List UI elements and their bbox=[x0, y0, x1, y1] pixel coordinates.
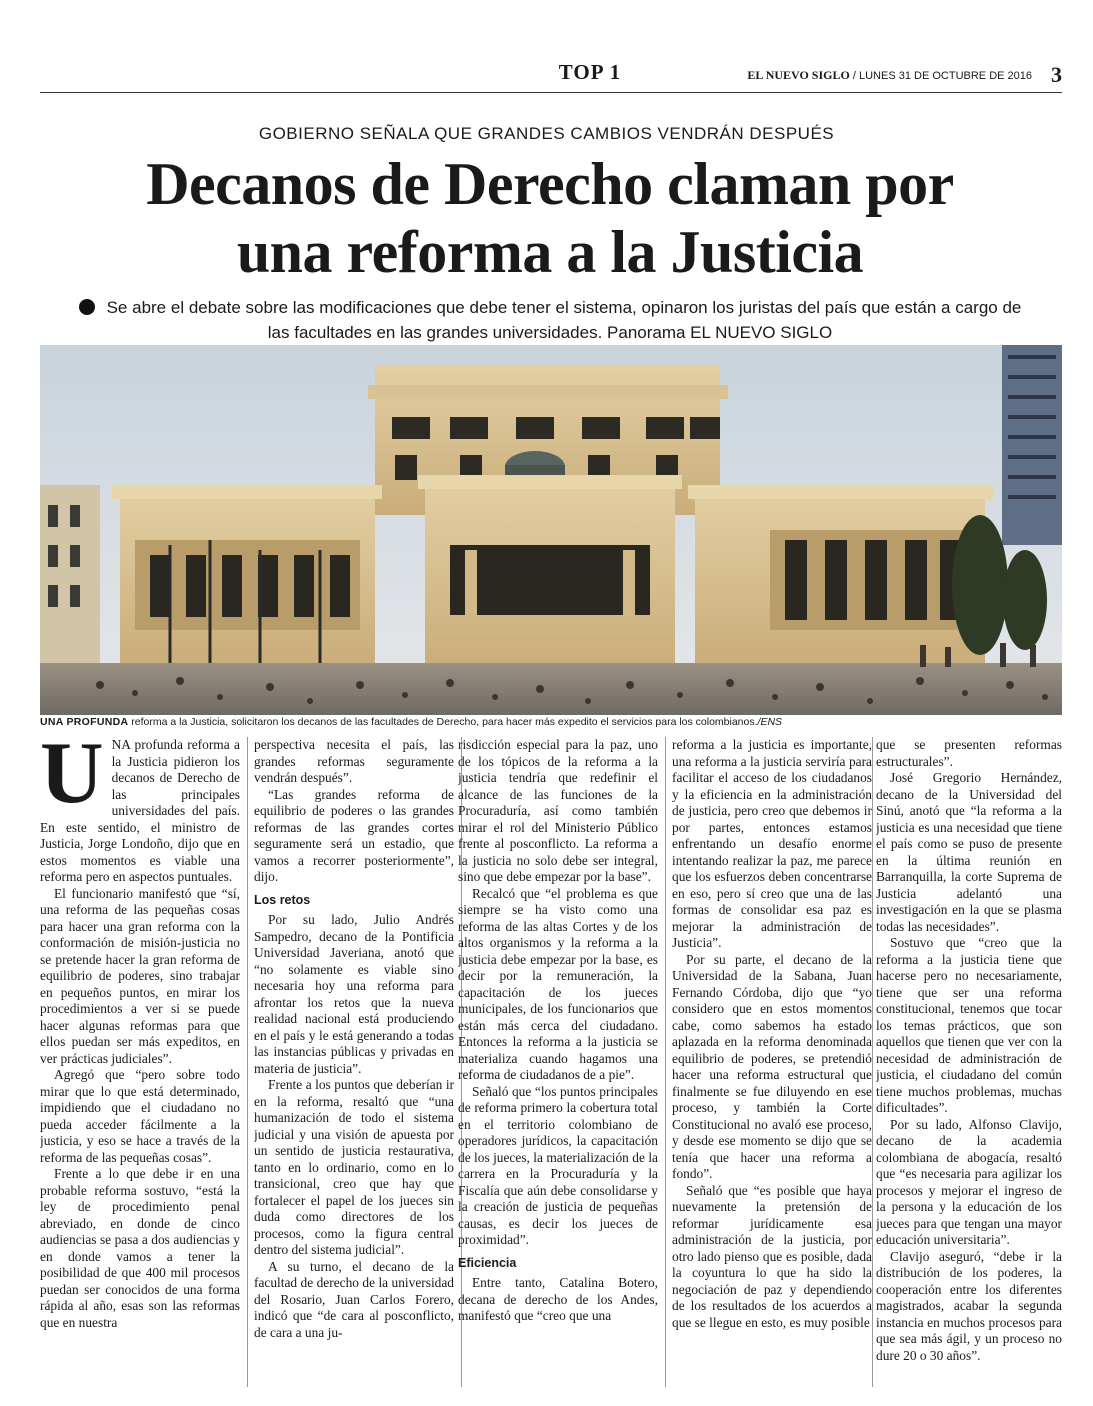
bullet-icon bbox=[79, 299, 95, 315]
headline bbox=[60, 150, 1040, 286]
header-rule bbox=[40, 92, 1062, 93]
paragraph: Por su lado, Julio Andrés Sampedro, decano de la Pontificia Universidad Javeriana, anotó que “no solamente es viable sino necesaria hoy una reforma para afrontar los retos que la nueva realidad nacional está produciendo en el país y le está generando a todas las instancias públicas y privadas en materia de justicia”. bbox=[254, 912, 454, 1076]
paragraph: Frente a los puntos que deberían ir en la reforma, resaltó que “una humanización de todo el sistema judicial y una visión de apuesta por un sentido de justicia restaurativa, tanto en lo ordinario, como en lo transicional, creo que hay que fortalecer el papel de los jueces sin duda como directores de los procesos, como la figura central dentro del sistema judicial”. bbox=[254, 1077, 454, 1257]
paragraph: reforma a la justicia es importante, una reforma a la justicia serviría para facilitar el acceso de los ciudadanos y la eficiencia en la administración de justicia, pero creo que debemos ir por partes, entonces estamos enfrentando un desafío enorme intentando realizar la paz, me parece que los esfuerzos deben concentrarse en eso, pero sí creo que una de las formas de consolidar esa paz es mejorar la administración de Justicia”. bbox=[672, 737, 872, 950]
paragraph: A su turno, el decano de la facultad de derecho de la universidad del Rosario, Juan Carlos Forero, indicó que “de cara al posconflicto, de cara a una ju- bbox=[254, 1258, 454, 1340]
article-body bbox=[40, 737, 1062, 1387]
newspaper-name: EL NUEVO SIGLO bbox=[747, 68, 850, 82]
lede-text: Se abre el debate sobre las modificaciones que debe tener el sistema, opinaron los juristas del país que están a cargo de las facultades en las grandes universidades. Panorama EL NUEVO SIGLO bbox=[106, 298, 1022, 342]
paragraph: Recalcó que “el problema es que siempre se ha visto como una reforma de las altas Cortes y de los altos organismos y la reforma a la justicia debe empezar por la base, es decir por la remuneración, la capacitación de los jueces municipales, de los funcionarios que están más cerca del ciudadano. Entonces la reforma a la justicia se materializa cuando hagamos una reforma de ciudadanos de a pie”. bbox=[458, 885, 658, 1082]
masthead bbox=[747, 68, 1032, 83]
paragraph: Por su parte, el decano de la Universidad de la Sabana, Juan Fernando Córdoba, dijo que “yo considero que en estos momentos cabe, como sabemos ha estado aplazada en la reforma denominada equilibrio de poderes, se pretendió hacer una reforma estructural que finalmente se fue diluyendo en ese proceso, y también la Corte Constitucional no avaló ese proceso, y desde ese momento se dijo que se tenía que hacer una reforma a fondo”. bbox=[672, 951, 872, 1181]
headline-line-2: una reforma a la Justicia bbox=[236, 219, 864, 285]
paragraph: perspectiva necesita el país, las grandes reformas seguramente vendrán después”. bbox=[254, 737, 454, 785]
paragraph: risdicción especial para la paz, uno de los tópicos de la reforma a la justicia tendría que redefinir el alcance de las funciones de la Procuraduría, así como también mirar el rol del Ministerio Público frente al posconflicto. La reforma a la justicia no solo debe ser integral, sino que debe empezar por la base”. bbox=[458, 737, 658, 884]
column-1 bbox=[40, 737, 240, 1387]
paragraph: Sostuvo que “creo que la reforma a la justicia tiene que hacerse pero no necesariamente, tiene que ser una reforma constitucional, tenemos que tocar los temas prácticos, que son aquellos que tienen que ver con la necesidad de administración de justicia, el ciudadano del común tiene muchos problemas, muchas dificultades”. bbox=[876, 935, 1062, 1115]
caption-credit: /ENS bbox=[757, 716, 783, 728]
column-divider bbox=[872, 737, 873, 1387]
paragraph: Agregó que “pero sobre todo mirar que lo que está determinado, impidiendo que el ciudadano no pueda acceder fácilmente a la justicia, y eso se hace a través de la reforma de las pequeñas cosas”. bbox=[40, 1067, 240, 1165]
paragraph: El funcionario manifestó que “sí, una reforma de las pequeñas cosas para hacer una gran reforma con la conformación de misión-justicia no se pretende hacer la gran reforma de equilibrio de poderes, sino trabajar en pequeños puntos, en mirar los procedimientos a ver si se puede hacer algunas reformas para que ellos puedan ser más expeditos, en ver prácticas judiciales”. bbox=[40, 885, 240, 1066]
drop-cap: U bbox=[40, 737, 104, 822]
page-header bbox=[40, 60, 1062, 90]
subhead: Eficiencia bbox=[458, 1255, 517, 1270]
paragraph: que se presenten reformas estructurales”. bbox=[876, 737, 1062, 769]
paragraph-text: NA profunda reforma a la Justicia pidieron los decanos de Derecho de las principales universidades del país. En este sentido, el ministro de Justicia, Jorge Londoño, dijo que en estos momentos es viable una reforma pero en aspectos puntuales. bbox=[40, 737, 240, 884]
column-2 bbox=[254, 737, 454, 1387]
photo-illustration bbox=[40, 345, 1062, 715]
paragraph: Entre tanto, Catalina Botero, decana de derecho de los Andes, manifestó que “creo que una bbox=[458, 1275, 658, 1323]
section-label: TOP 1 bbox=[558, 60, 622, 84]
column-5 bbox=[876, 737, 1062, 1387]
caption-text: reforma a la Justicia, solicitaron los decanos de las facultades de Derecho, para hacer más expedito el servicios para los colombianos. bbox=[131, 716, 758, 728]
lede bbox=[70, 295, 1030, 345]
column-3 bbox=[458, 737, 658, 1387]
column-divider bbox=[247, 737, 248, 1387]
issue-date: / LUNES 31 DE OCTUBRE DE 2016 bbox=[852, 70, 1032, 82]
headline-line-1: Decanos de Derecho claman por bbox=[146, 151, 954, 217]
paragraph bbox=[40, 737, 240, 886]
paragraph: José Gregorio Hernández, decano de la Universidad del Sinú, anotó que “la reforma a la justicia es una necesidad que tiene el país como se puso de presente en la última reunión en Barranquilla, la corte Suprema de Justicia adelantó una investigación en la que se plasma todas las necesidades”. bbox=[876, 770, 1062, 934]
page-number: 3 bbox=[1051, 62, 1062, 87]
paragraph: Por su lado, Alfonso Clavijo, decano de la academia colombiana de abogacía, resaltó que “es necesaria para agilizar los procesos y mejorar el ingreso de la persona y la educación de los jueces para que tengan una mayor educación universitaria”. bbox=[876, 1116, 1062, 1247]
subhead: Los retos bbox=[254, 892, 311, 907]
paragraph: Clavijo aseguró, “debe ir la distribución de los poderes, la cooperación entre los diferentes magistrados, acabar la segunda instancia en muchos procesos para que sea más ágil, y un proceso no dure 20 o 30 años”. bbox=[876, 1248, 1062, 1363]
kicker: GOBIERNO SEÑALA QUE GRANDES CAMBIOS VENDRÁN DESPUÉS bbox=[258, 124, 835, 143]
column-divider bbox=[665, 737, 666, 1387]
paragraph: “Las grandes reforma de equilibrio de poderes o las grandes reformas de las grandes cortes seguramente será un estadio, que vamos a recorrer posteriormente”, dijo. bbox=[254, 786, 454, 884]
paragraph: Señaló que “es posible que haya nuevamente la pretensión de reformar jurídicamente esa administración de la justicia, por otro lado pienso que es posible, dada la coyuntura lo que ha sido la negociación de paz y dependiendo de los resultados de los acuerdos a que se llegue en esto, es muy posible bbox=[672, 1182, 872, 1330]
paragraph: Frente a lo que debe ir en una probable reforma sostuvo, “está la ley de procedimiento penal abreviado, en donde de cinco audiencias se pasa a dos audiencias y en donde vamos a tener la posibilidad de que 400 mil procesos puedan ser conocidos de una forma rápida al año, esas son las reformas que en nuestra bbox=[40, 1166, 240, 1330]
palace-of-justice-photo bbox=[40, 345, 1062, 715]
photo-caption bbox=[40, 716, 1062, 728]
paragraph: Señaló que “los puntos principales de reforma primero la cobertura total en el territorio colombiano de operadores jurídicos, la capacitación de los jueces, la materialización de la carrera en la Procuraduría y la Fiscalía que aún debe consolidarse y la creación de justicia de pequeñas causas, es decir los jueces de proximidad”. bbox=[458, 1083, 658, 1247]
caption-lead: UNA PROFUNDA bbox=[40, 716, 129, 728]
column-4 bbox=[672, 737, 872, 1387]
